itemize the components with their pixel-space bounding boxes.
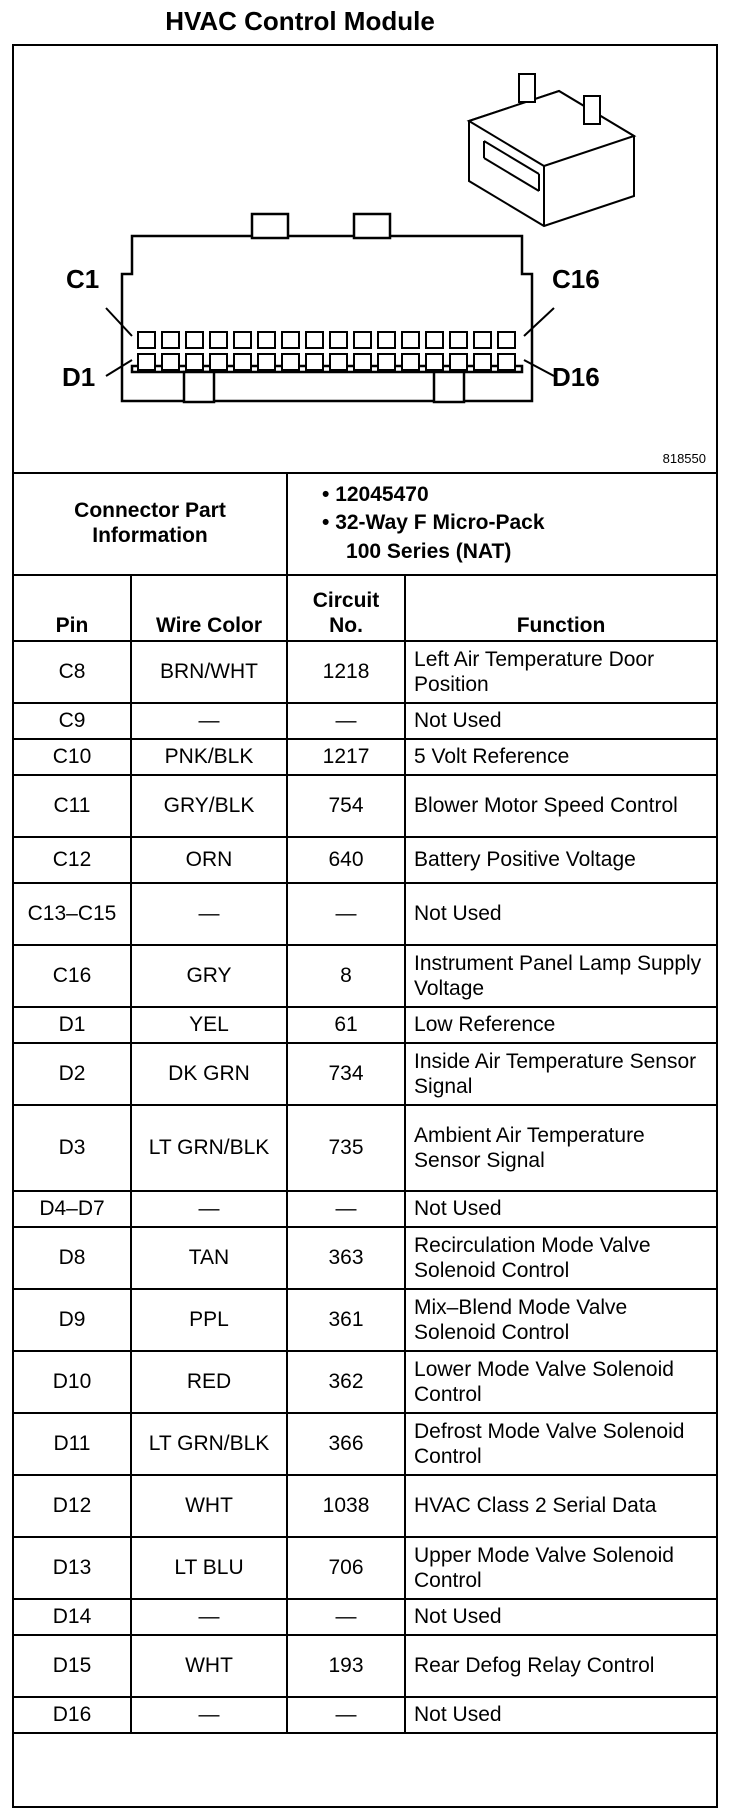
wire-color-cell: — bbox=[131, 703, 287, 739]
wire-color-cell: GRY/BLK bbox=[131, 775, 287, 837]
function-cell: Inside Air Temperature Sensor Signal bbox=[405, 1043, 716, 1105]
pin-cell: C12 bbox=[14, 837, 131, 883]
label-c1: C1 bbox=[66, 264, 100, 294]
header-circuit-no: Circuit No. bbox=[287, 575, 405, 641]
label-d16: D16 bbox=[552, 362, 600, 392]
pin-cell: D11 bbox=[14, 1413, 131, 1475]
wire-color-cell: WHT bbox=[131, 1475, 287, 1537]
pin-cavity bbox=[474, 354, 491, 370]
pin-cavity bbox=[138, 332, 155, 348]
table-row bbox=[14, 1697, 716, 1733]
pin-cavity bbox=[186, 332, 203, 348]
pin-cell: D8 bbox=[14, 1227, 131, 1289]
wire-color-cell: ORN bbox=[131, 837, 287, 883]
pin-cell: C16 bbox=[14, 945, 131, 1007]
circuit-no-cell: 61 bbox=[287, 1007, 405, 1043]
function-cell: Not Used bbox=[405, 1697, 716, 1733]
pin-cell: D15 bbox=[14, 1635, 131, 1697]
table-row bbox=[14, 1227, 716, 1289]
pin-cavity bbox=[186, 354, 203, 370]
table-row bbox=[14, 1599, 716, 1635]
pinout-table bbox=[14, 472, 716, 1734]
wire-color-cell: — bbox=[131, 1599, 287, 1635]
function-cell: Not Used bbox=[405, 1191, 716, 1227]
function-cell: Lower Mode Valve Solenoid Control bbox=[405, 1351, 716, 1413]
connector-front-view bbox=[122, 214, 532, 402]
pin-cavity bbox=[330, 332, 347, 348]
pin-cell: D16 bbox=[14, 1697, 131, 1733]
function-cell: Instrument Panel Lamp Supply Voltage bbox=[405, 945, 716, 1007]
header-pin: Pin bbox=[14, 575, 131, 641]
pin-cavity bbox=[402, 332, 419, 348]
circuit-no-cell: 1217 bbox=[287, 739, 405, 775]
wire-color-cell: WHT bbox=[131, 1635, 287, 1697]
pin-cavity bbox=[450, 354, 467, 370]
pin-cavity bbox=[474, 332, 491, 348]
pin-cavity bbox=[258, 354, 275, 370]
circuit-no-cell: 706 bbox=[287, 1537, 405, 1599]
connector-series: 100 Series (NAT) bbox=[346, 539, 512, 563]
table-row bbox=[14, 1191, 716, 1227]
pin-cavity bbox=[306, 354, 323, 370]
table-row bbox=[14, 1105, 716, 1191]
pin-cell: C11 bbox=[14, 775, 131, 837]
pin-cavity bbox=[330, 354, 347, 370]
pin-cell: D9 bbox=[14, 1289, 131, 1351]
table-header-row bbox=[14, 575, 716, 641]
pin-cell: D4–D7 bbox=[14, 1191, 131, 1227]
pin-cavity bbox=[234, 332, 251, 348]
table-row bbox=[14, 1635, 716, 1697]
function-cell: Not Used bbox=[405, 1599, 716, 1635]
pin-cavity bbox=[498, 354, 515, 370]
wire-color-cell: LT BLU bbox=[131, 1537, 287, 1599]
function-cell: Blower Motor Speed Control bbox=[405, 775, 716, 837]
function-cell: 5 Volt Reference bbox=[405, 739, 716, 775]
pin-cavity bbox=[354, 332, 371, 348]
table-row bbox=[14, 945, 716, 1007]
table-row bbox=[14, 1289, 716, 1351]
function-cell: Rear Defog Relay Control bbox=[405, 1635, 716, 1697]
header-function: Function bbox=[405, 575, 716, 641]
pin-cavity bbox=[162, 332, 179, 348]
pin-cell: D10 bbox=[14, 1351, 131, 1413]
table-row bbox=[14, 739, 716, 775]
pin-cell: C9 bbox=[14, 703, 131, 739]
connector-document bbox=[12, 44, 718, 1808]
connector-drawing bbox=[14, 46, 716, 472]
wire-color-cell: DK GRN bbox=[131, 1043, 287, 1105]
circuit-no-cell: — bbox=[287, 703, 405, 739]
pin-cavity bbox=[210, 354, 227, 370]
circuit-no-cell: — bbox=[287, 1697, 405, 1733]
circuit-no-cell: 366 bbox=[287, 1413, 405, 1475]
wire-color-cell: — bbox=[131, 1697, 287, 1733]
circuit-no-cell: 8 bbox=[287, 945, 405, 1007]
header-wire-color: Wire Color bbox=[131, 575, 287, 641]
wire-color-cell: PNK/BLK bbox=[131, 739, 287, 775]
function-cell: HVAC Class 2 Serial Data bbox=[405, 1475, 716, 1537]
function-cell: Low Reference bbox=[405, 1007, 716, 1043]
table-row bbox=[14, 1413, 716, 1475]
pin-cell: C10 bbox=[14, 739, 131, 775]
function-cell: Battery Positive Voltage bbox=[405, 837, 716, 883]
connector-part-number: • 12045470 bbox=[322, 483, 429, 507]
connector-info-values bbox=[287, 472, 716, 575]
circuit-no-cell: — bbox=[287, 1599, 405, 1635]
connector-info-row bbox=[14, 472, 716, 575]
pin-cell: D13 bbox=[14, 1537, 131, 1599]
circuit-no-cell: 735 bbox=[287, 1105, 405, 1191]
circuit-no-cell: 754 bbox=[287, 775, 405, 837]
table-row bbox=[14, 1007, 716, 1043]
wire-color-cell: — bbox=[131, 883, 287, 945]
circuit-no-cell: 193 bbox=[287, 1635, 405, 1697]
function-cell: Upper Mode Valve Solenoid Control bbox=[405, 1537, 716, 1599]
table-row bbox=[14, 641, 716, 703]
table-row bbox=[14, 883, 716, 945]
wire-color-cell: YEL bbox=[131, 1007, 287, 1043]
pin-cavity bbox=[378, 354, 395, 370]
figure-number: 818550 bbox=[662, 451, 706, 466]
wire-color-cell: LT GRN/BLK bbox=[131, 1413, 287, 1475]
circuit-no-cell: — bbox=[287, 883, 405, 945]
connector-info-label: Connector Part Information bbox=[14, 472, 287, 575]
pin-cell: C13–C15 bbox=[14, 883, 131, 945]
table-row bbox=[14, 775, 716, 837]
wire-color-cell: PPL bbox=[131, 1289, 287, 1351]
wire-color-cell: BRN/WHT bbox=[131, 641, 287, 703]
pin-cavity bbox=[282, 354, 299, 370]
pin-cavity bbox=[138, 354, 155, 370]
wire-color-cell: LT GRN/BLK bbox=[131, 1105, 287, 1191]
pin-cell: D2 bbox=[14, 1043, 131, 1105]
pin-cavity bbox=[402, 354, 419, 370]
table-row bbox=[14, 1043, 716, 1105]
pin-cavity bbox=[234, 354, 251, 370]
circuit-no-cell: 361 bbox=[287, 1289, 405, 1351]
circuit-no-cell: 734 bbox=[287, 1043, 405, 1105]
pin-cavity bbox=[354, 354, 371, 370]
pin-cavity bbox=[378, 332, 395, 348]
label-c16: C16 bbox=[552, 264, 600, 294]
circuit-no-cell: 1038 bbox=[287, 1475, 405, 1537]
function-cell: Not Used bbox=[405, 703, 716, 739]
table-row bbox=[14, 1351, 716, 1413]
function-cell: Defrost Mode Valve Solenoid Control bbox=[405, 1413, 716, 1475]
page-title: HVAC Control Module bbox=[165, 6, 435, 36]
circuit-no-cell: 640 bbox=[287, 837, 405, 883]
pin-cavity bbox=[426, 332, 443, 348]
connector-3d-sketch bbox=[469, 74, 634, 226]
pin-cavity bbox=[210, 332, 227, 348]
table-row bbox=[14, 703, 716, 739]
table-body bbox=[14, 641, 716, 1733]
pin-cavity bbox=[450, 332, 467, 348]
connector-diagram bbox=[14, 46, 716, 474]
circuit-no-cell: 1218 bbox=[287, 641, 405, 703]
table-row bbox=[14, 1475, 716, 1537]
function-cell: Recirculation Mode Valve Solenoid Control bbox=[405, 1227, 716, 1289]
function-cell: Mix–Blend Mode Valve Solenoid Control bbox=[405, 1289, 716, 1351]
pin-cell: D14 bbox=[14, 1599, 131, 1635]
pin-cavity bbox=[426, 354, 443, 370]
pin-cell: D12 bbox=[14, 1475, 131, 1537]
function-cell: Left Air Temperature Door Position bbox=[405, 641, 716, 703]
pin-cavity bbox=[258, 332, 275, 348]
wire-color-cell: — bbox=[131, 1191, 287, 1227]
pin-cavity bbox=[498, 332, 515, 348]
pin-cavity bbox=[282, 332, 299, 348]
circuit-no-cell: 363 bbox=[287, 1227, 405, 1289]
wire-color-cell: RED bbox=[131, 1351, 287, 1413]
table-row bbox=[14, 837, 716, 883]
pin-cell: D1 bbox=[14, 1007, 131, 1043]
pin-cell: D3 bbox=[14, 1105, 131, 1191]
wire-color-cell: GRY bbox=[131, 945, 287, 1007]
function-cell: Not Used bbox=[405, 883, 716, 945]
pin-cavity bbox=[162, 354, 179, 370]
circuit-no-cell: 362 bbox=[287, 1351, 405, 1413]
pin-cell: C8 bbox=[14, 641, 131, 703]
table-row bbox=[14, 1537, 716, 1599]
wire-color-cell: TAN bbox=[131, 1227, 287, 1289]
function-cell: Ambient Air Temperature Sensor Signal bbox=[405, 1105, 716, 1191]
connector-type: • 32-Way F Micro-Pack bbox=[322, 511, 545, 535]
circuit-no-cell: — bbox=[287, 1191, 405, 1227]
label-d1: D1 bbox=[62, 362, 96, 392]
pin-cavity bbox=[306, 332, 323, 348]
